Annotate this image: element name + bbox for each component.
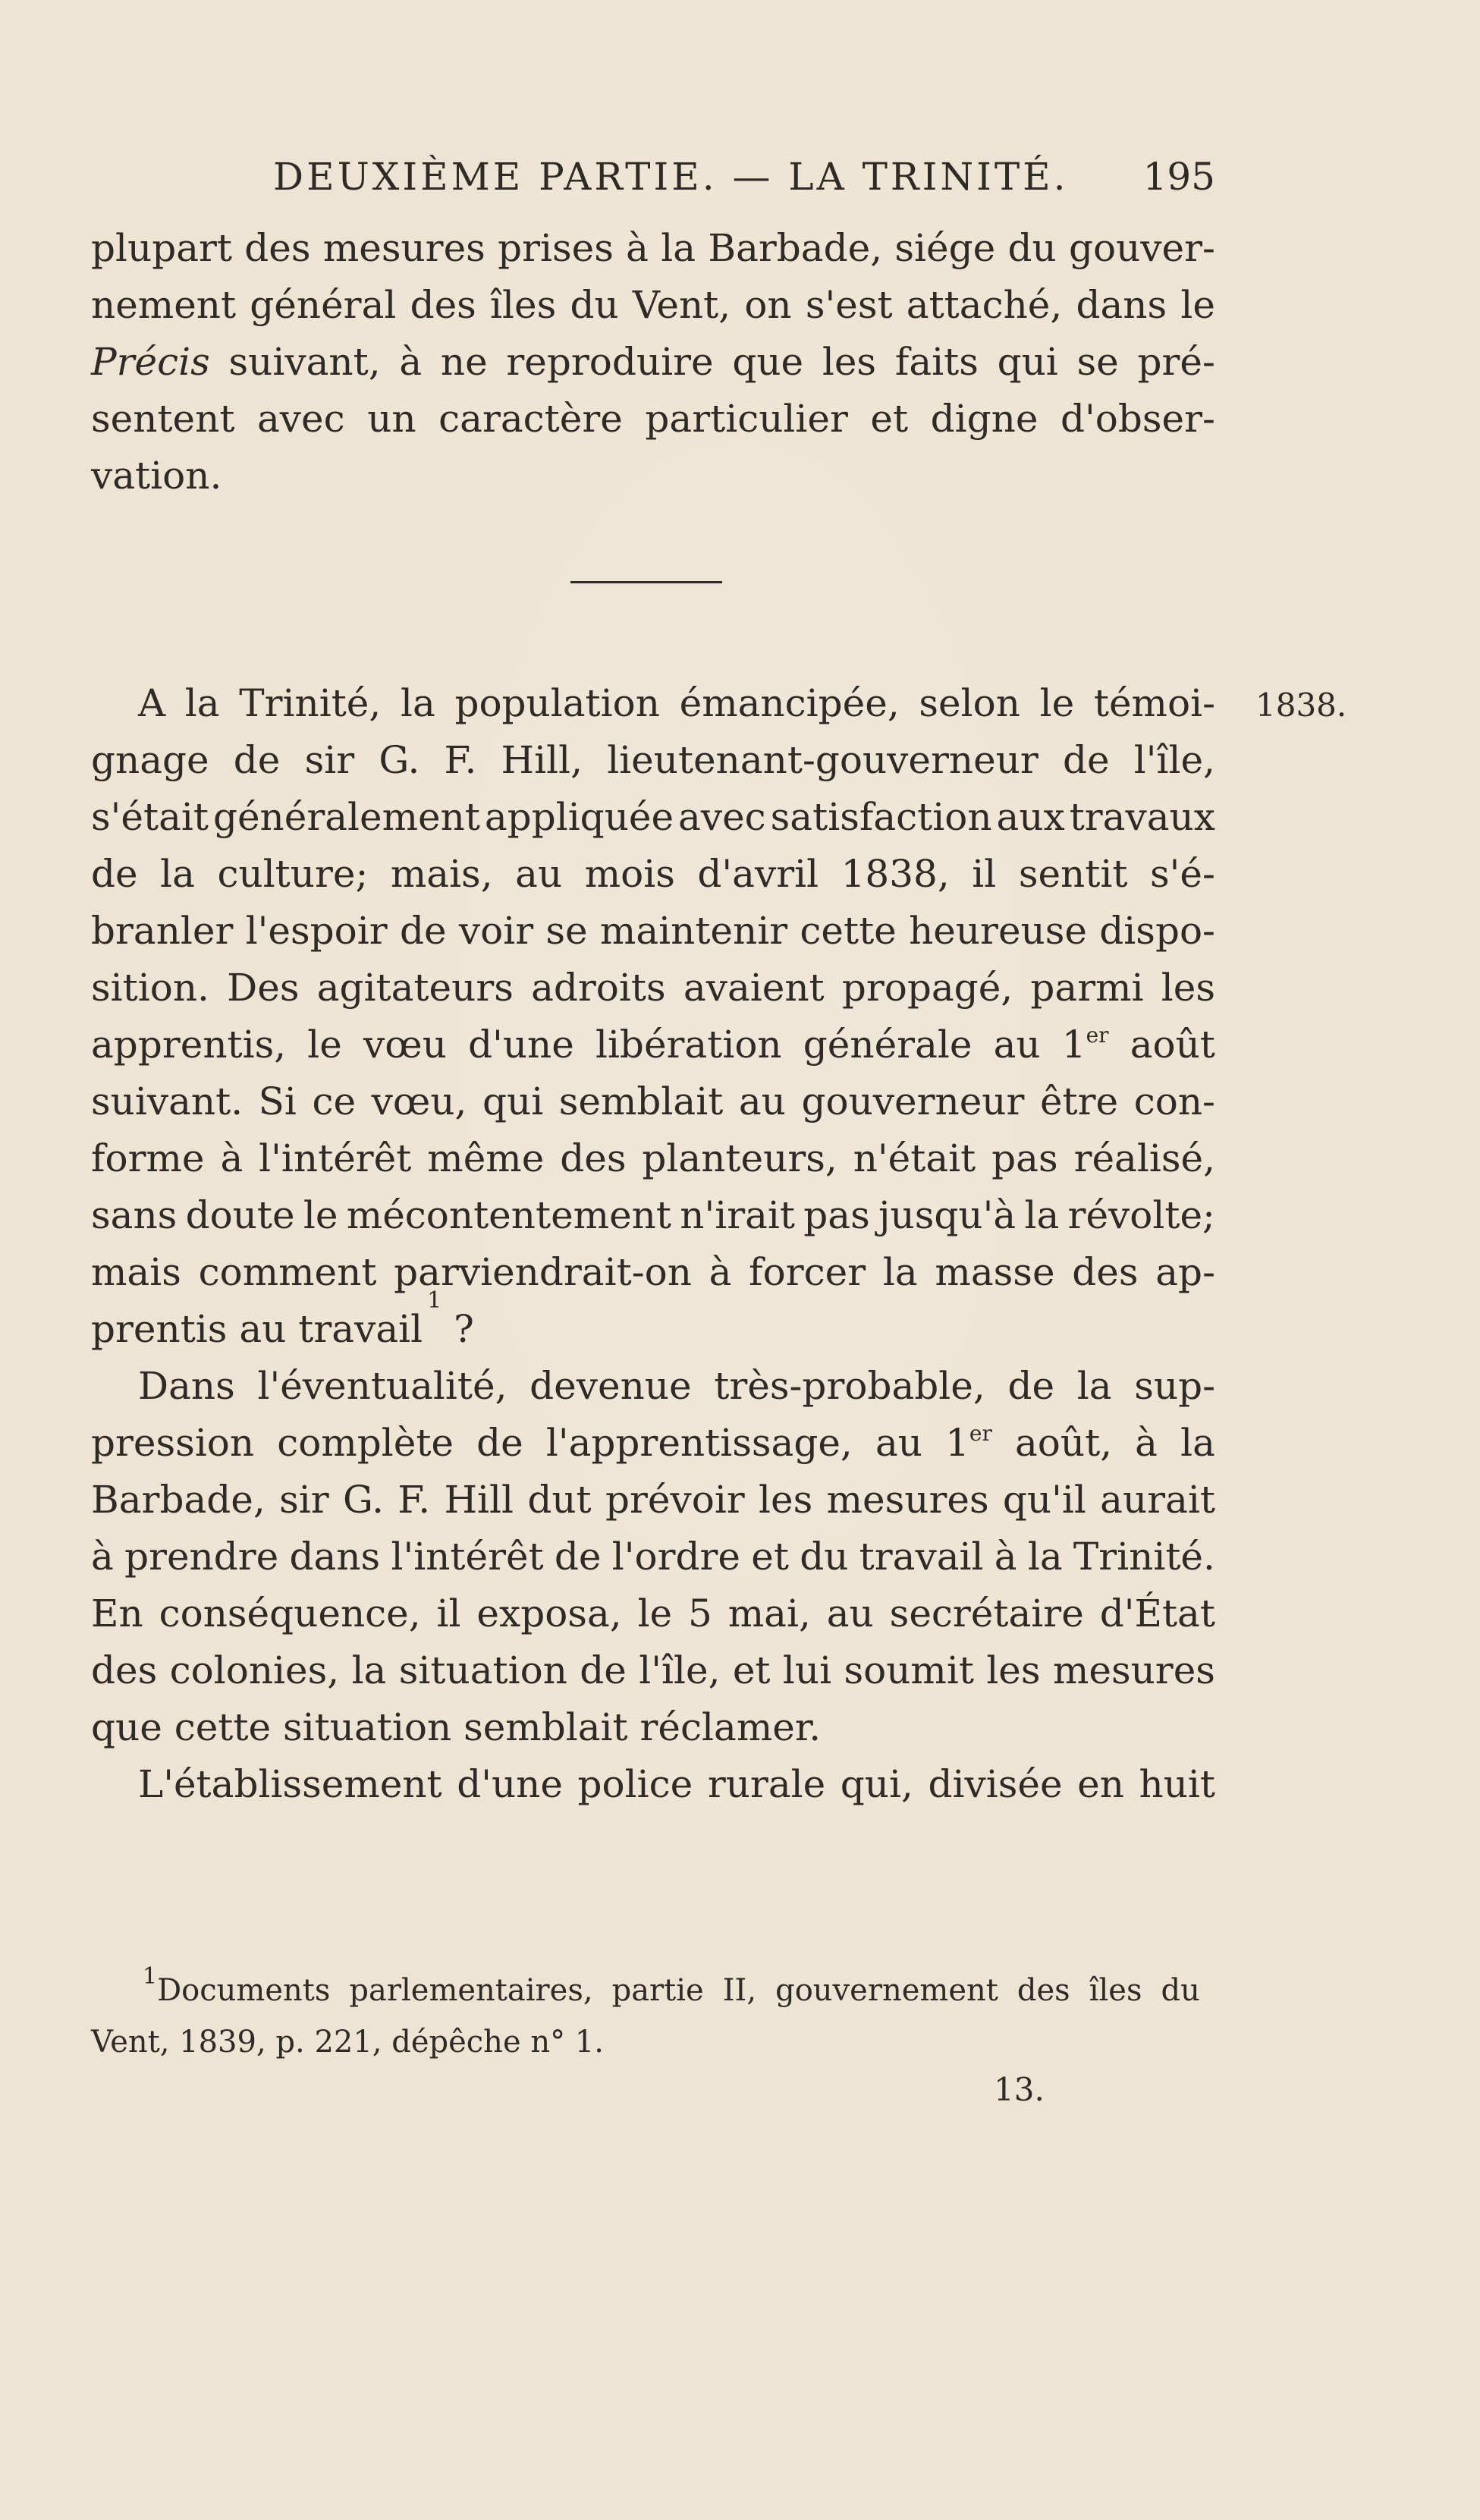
footnote-marker: 1 (143, 1963, 158, 1990)
text-line: de la culture; mais, au mois d'avril 1838, il sentit s'é- (91, 852, 1215, 896)
text-line: $^1$Documents parlementaires, partie II, gouvernement des îles du (143, 1963, 1200, 2008)
section-divider (570, 581, 722, 583)
text-line: nement général des îles du Vent, on s'est attaché, dans le (91, 283, 1215, 327)
paragraph (91, 1358, 1215, 1756)
ordinal-date: 1er (945, 1421, 992, 1465)
text-line: Dans l'éventualité, devenue très-probable, de la sup- (138, 1364, 1215, 1408)
text-line: forme à l'intérêt même des planteurs, n'était pas réalisé, (91, 1136, 1215, 1180)
paragraph (91, 1756, 1215, 1813)
text-line: En conséquence, il exposa, le 5 mai, au secrétaire d'État (91, 1591, 1215, 1635)
footnote (91, 1965, 1200, 2068)
text-line: sans doute le mécontentement n'irait pas jusqu'à la révolte; (91, 1193, 1215, 1237)
page-number: 195 (1142, 155, 1215, 199)
text-line: sition. Des agitateurs adroits avaient propagé, parmi les (91, 966, 1215, 1010)
text-line: A la Trinité, la population émancipée, selon le témoi- (138, 681, 1215, 725)
running-head: DEUXIÈME PARTIE. — LA TRINITÉ. (273, 155, 1069, 199)
text-line: prentis au travail 1 ? (91, 1301, 1215, 1358)
text-line: vation. (91, 454, 222, 498)
footnote-ref: 1 (427, 1287, 442, 1314)
text-line: sentent avec un caractère particulier et digne d'obser- (91, 397, 1215, 441)
text-line: apprentis, le vœu d'une libération générale au 1er août (91, 1016, 1215, 1073)
text-line: Précis suivant, à ne reproduire que les faits qui se pré- (91, 334, 1215, 391)
page-header (91, 150, 1215, 203)
text-line: plupart des mesures prises à la Barbade, siége du gouver- (91, 226, 1215, 270)
text-line: branler l'espoir de voir se maintenir cette heureuse dispo- (91, 909, 1215, 953)
paragraph (91, 675, 1215, 1358)
signature-mark: 13. (994, 2071, 1045, 2108)
margin-note-year: 1838. (1255, 687, 1347, 724)
text-line: des colonies, la situation de l'île, et lui soumit les mesures (91, 1648, 1215, 1692)
text-line: Vent, 1839, p. 221, dépêche n° 1. (91, 2025, 604, 2060)
text-line: gnage de sir G. F. Hill, lieutenant-gouverneur de l'île, (91, 738, 1215, 782)
text-line: suivant. Si ce vœu, qui semblait au gouverneur être con- (91, 1079, 1215, 1123)
text-line: mais comment parviendrait-on à forcer la masse des ap- (91, 1250, 1215, 1294)
text-line: L'établissement d'une police rurale qui, divisée en huit (138, 1762, 1215, 1806)
text-line: pression complète de l'apprentissage, au 1er août, à la (91, 1415, 1215, 1472)
italic-title: Précis (91, 340, 210, 384)
text-line: à prendre dans l'intérêt de l'ordre et du travail à la Trinité. (91, 1535, 1215, 1579)
text-line: que cette situation semblait réclamer. (91, 1705, 822, 1749)
ordinal-date: 1er (1061, 1023, 1109, 1067)
paragraph-continuation (91, 220, 1215, 504)
text-line: Barbade, sir G. F. Hill dut prévoir les mesures qu'il aurait (91, 1478, 1215, 1522)
text-line: s'était généralement appliquée avec satisfaction aux travaux (91, 795, 1215, 839)
